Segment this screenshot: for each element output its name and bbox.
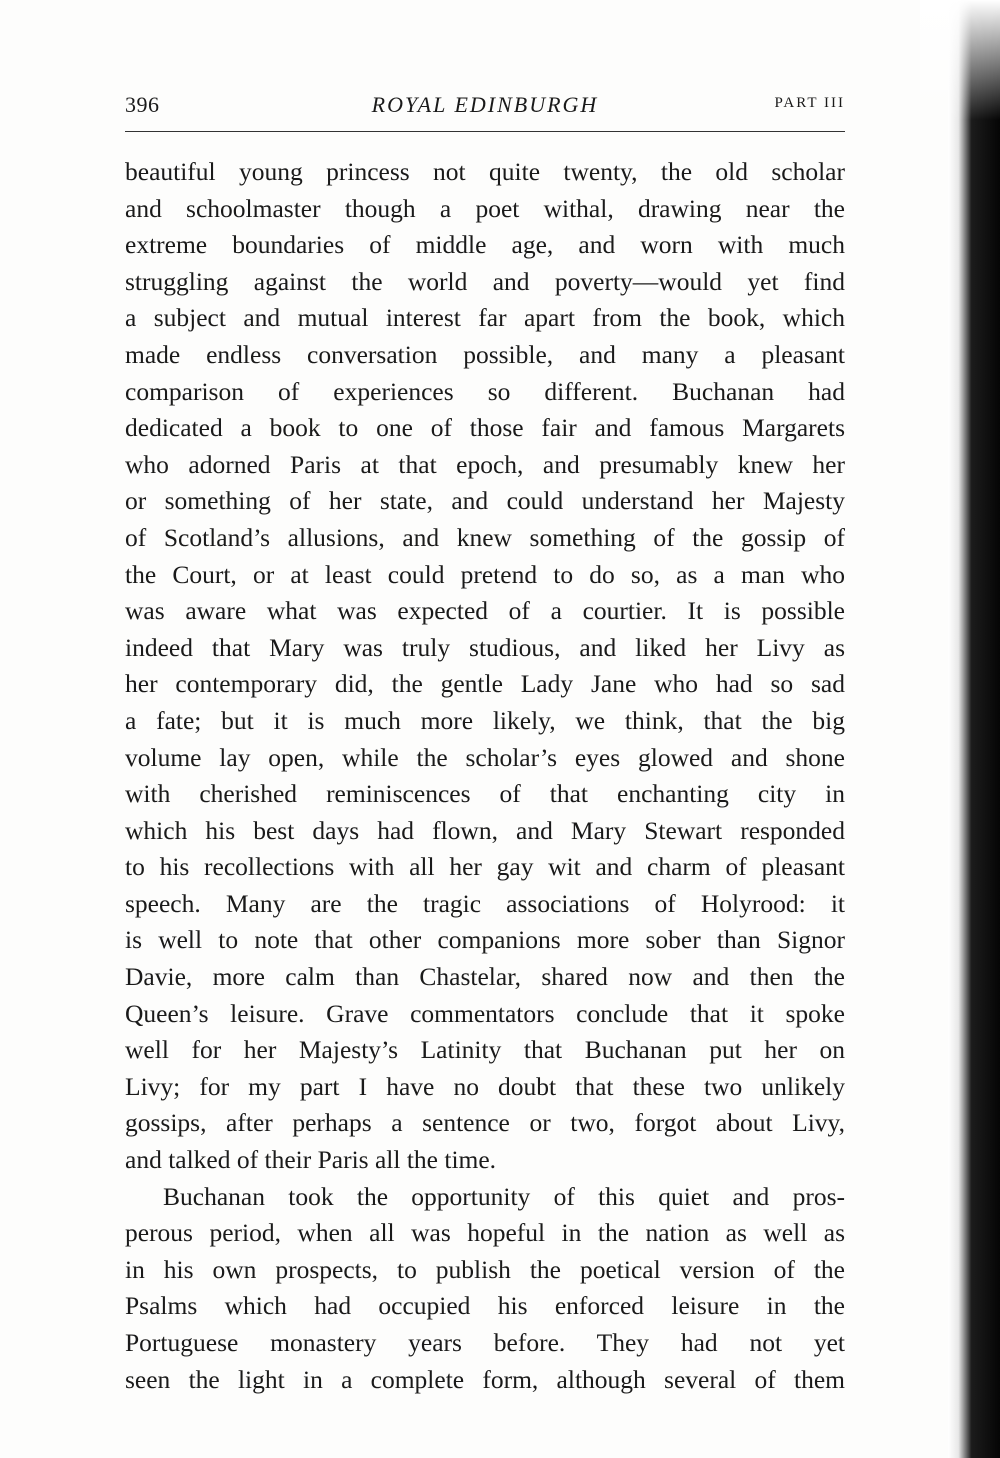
- text-line: Livy; for my part I have no doubt that these two unlikely: [125, 1071, 845, 1101]
- text-line: comparison of experiences so different. Buchanan had: [125, 376, 845, 406]
- text-line: made endless conversation possible, and many a pleasant: [125, 339, 845, 369]
- scanned-binding-edge-fade: [920, 0, 1000, 120]
- text-line: a subject and mutual interest far apart from the book, which: [125, 303, 845, 333]
- text-line: struggling against the world and poverty—would yet find: [125, 266, 845, 296]
- text-line: speech. Many are the tragic associations of Holyrood: it: [125, 888, 845, 918]
- text-line: volume lay open, while the scholar’s eyes glowed and shone: [125, 742, 845, 772]
- text-line: was aware what was expected of a courtier. It is possible: [125, 596, 845, 626]
- text-line: indeed that Mary was truly studious, and liked her Livy as: [125, 632, 845, 662]
- text-line: Queen’s leisure. Grave commentators conclude that it spoke: [125, 998, 845, 1028]
- text-line: her contemporary did, the gentle Lady Jane who had so sad: [125, 669, 845, 699]
- page-header: [125, 92, 845, 122]
- text-line: a fate; but it is much more likely, we think, that the big: [125, 705, 845, 735]
- text-line: Davie, more calm than Chastelar, shared now and then the: [125, 962, 845, 992]
- text-line: perous period, when all was hopeful in the nation as well as: [125, 1218, 845, 1248]
- text-line: seen the light in a complete form, although several of them: [125, 1364, 845, 1394]
- part-label: PART III: [774, 95, 845, 111]
- text-line: and schoolmaster though a poet withal, drawing near the: [125, 193, 845, 223]
- running-title: ROYAL EDINBURGH: [371, 92, 599, 117]
- text-line: which his best days had flown, and Mary Stewart responded: [125, 815, 845, 845]
- scanned-binding-edge: [948, 0, 1000, 1458]
- text-line: in his own prospects, to publish the poetical version of the: [125, 1254, 845, 1284]
- text-line: the Court, or at least could pretend to do so, as a man who: [125, 559, 845, 589]
- text-line: extreme boundaries of middle age, and worn with much: [125, 230, 845, 260]
- text-line: is well to note that other companions more sober than Signor: [125, 925, 845, 955]
- body-text: [125, 154, 845, 1398]
- text-line: with cherished reminiscences of that enchanting city in: [125, 779, 845, 809]
- text-line: well for her Majesty’s Latinity that Buchanan put her on: [125, 1035, 845, 1065]
- text-line: of Scotland’s allusions, and knew something of the gossip of: [125, 522, 845, 552]
- header-rule: [125, 131, 845, 132]
- text-line: or something of her state, and could understand her Majesty: [125, 486, 845, 516]
- text-line: Portuguese monastery years before. They had not yet: [125, 1328, 845, 1357]
- text-line: gossips, after perhaps a sentence or two, forgot about Livy,: [125, 1108, 845, 1138]
- text-line: who adorned Paris at that epoch, and presumably knew her: [125, 449, 845, 479]
- page-number: 396: [125, 92, 160, 117]
- paragraph-start-line: Buchanan took the opportunity of this quiet and pros-: [163, 1181, 845, 1211]
- text-line: to his recollections with all her gay wit and charm of pleasant: [125, 852, 845, 882]
- text-line: beautiful young princess not quite twenty, the old scholar: [125, 157, 845, 186]
- text-line: Psalms which had occupied his enforced leisure in the: [125, 1291, 845, 1321]
- paragraph-end-line: and talked of their Paris all the time.: [125, 1145, 497, 1175]
- text-line: dedicated a book to one of those fair and famous Margarets: [125, 413, 845, 443]
